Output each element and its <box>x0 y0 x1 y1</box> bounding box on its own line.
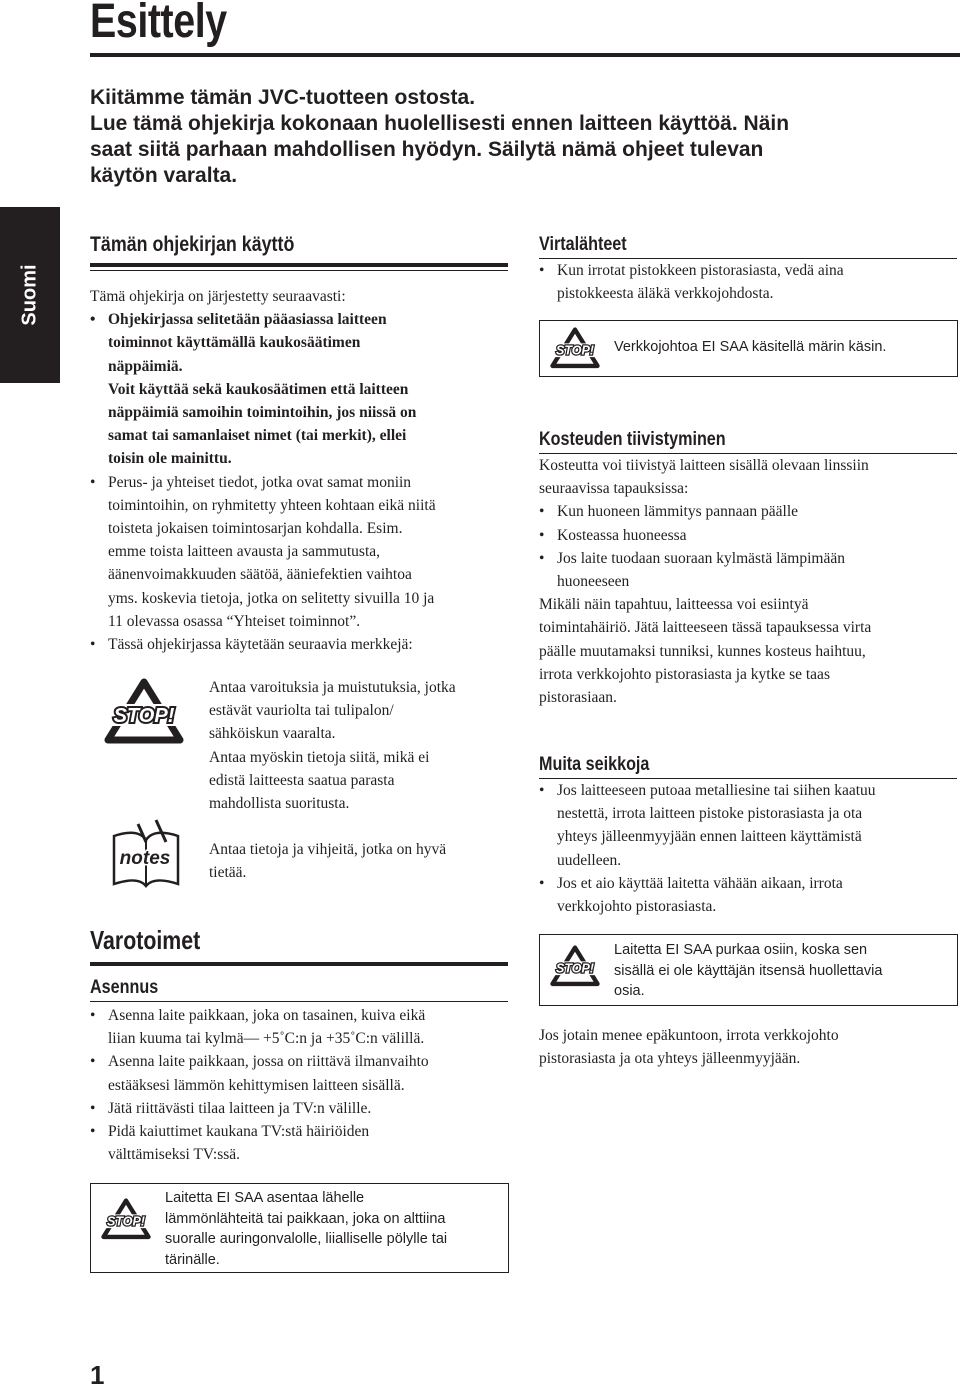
stop-icon <box>550 327 600 371</box>
precautions-rule <box>90 962 508 966</box>
usage-lead: Tämä ohjekirja on järjestetty seuraavasti: <box>90 288 346 305</box>
other-heading: Muita seikkoja <box>539 754 650 775</box>
usage-heading: Tämän ohjekirjan käyttö <box>90 233 295 256</box>
intro-line: käytön varalta. <box>90 164 238 187</box>
list-item: • Kun irrotat pistokkeen pistorasiasta, vedä aina pistokkeesta äläkä verkkojohdosta. <box>539 262 844 303</box>
svg-text:STOP!: STOP! <box>556 343 594 358</box>
intro-line: Lue tämä ohjekirja kokonaan huolellisesti ennen laitteen käyttöä. Näin <box>90 112 790 135</box>
list-item: • Asenna laite paikkaan, jossa on riittävä ilmanvaihto estääksesi lämmön kehittymisen laitteen sisällä. <box>90 1053 429 1094</box>
installation-rule <box>90 1001 508 1002</box>
usage-bullet-3: • Tässä ohjekirjassa käytetään seuraavia merkkejä: <box>90 636 413 654</box>
stop-icon <box>550 945 600 989</box>
list-item: • Jos laite tuodaan suoraan kylmästä lämpimään huoneeseen <box>539 549 845 591</box>
notes-symbol-description: Antaa tietoja ja vihjeitä, jotka on hyvä tietää. <box>209 841 447 882</box>
power-list <box>539 259 959 305</box>
svg-text:STOP!: STOP! <box>113 705 175 727</box>
power-heading: Virtalähteet <box>539 234 627 255</box>
power-warning-text: Verkkojohtoa EI SAA käsitellä märin käsin. <box>614 339 887 355</box>
list-item: • Jos laitteeseen putoaa metalliesine tai siihen kaatuu nestettä, irrota laitteen pistoke pistorasiasta ja ota yhteys jälleenmyyjään ennen laitteen käyttämistä uudelleen. <box>539 782 876 869</box>
intro-line: Kiitämme tämän JVC-tuotteen ostosta. <box>90 86 476 109</box>
svg-text:STOP!: STOP! <box>107 1214 145 1229</box>
stop-icon <box>104 678 184 748</box>
other-list <box>539 779 959 918</box>
precautions-heading: Varotoimet <box>90 925 201 955</box>
usage-bullet-1: • Ohjekirjassa selitetään pääasiassa laitteen toiminnot käyttämällä kaukosäätimen näppäimiä. Voit käyttää sekä kaukosäätimen että laitteen näppäimiä samoihin toimintoihin, jos niissä on samat tai samanlaiset nimet (tai merkit), ellei toisin ole mainittu. <box>90 311 417 468</box>
closing-text: Jos jotain menee epäkuntoon, irrota verkkojohto pistorasiasta ja ota yhteys jälleenmyyjään. <box>539 1027 839 1068</box>
svg-text:notes: notes <box>119 848 171 869</box>
list-item: • Asenna laite paikkaan, joka on tasainen, kuiva eikä liian kuuma tai kylmä— +5˚C:n ja +35˚C:n välillä. <box>90 1007 426 1048</box>
title-rule <box>90 53 960 57</box>
power-warning-box <box>539 320 958 377</box>
language-tab <box>0 207 60 383</box>
list-item: • Jos et aio käyttää laitetta vähään aikaan, irrota verkkojohto pistorasiasta. <box>539 874 843 916</box>
page-title: Esittely <box>90 0 227 48</box>
list-item: • Pidä kaiuttimet kaukana TV:stä häiriöiden välttämiseksi TV:ssä. <box>90 1123 370 1164</box>
other-warning-box <box>539 934 958 1006</box>
list-item: • Kosteassa huoneessa <box>539 526 687 544</box>
list-item: • Kun huoneen lämmitys pannaan päälle <box>539 503 799 521</box>
usage-heading-rule-thin <box>90 270 508 271</box>
intro-text <box>90 85 870 189</box>
language-tab-label: Suomi <box>18 264 41 326</box>
other-warning-text: Laitetta EI SAA purkaa osiin, koska sen sisällä ei ole käyttäjän itsensä huollettavia osia. <box>614 942 883 999</box>
usage-heading-rule <box>90 263 508 267</box>
usage-bullet-2: • Perus- ja yhteiset tiedot, jotka ovat samat moniin toimintoihin, on ryhmitetty yhteen kohtaan eikä niitä toisteta jokaisen toimintosarjan kohdalla. Esim. emme toista laitteen avausta ja sammutusta, äänenvoimakkuuden säätöä, ääniefektien vaihtoa yms. koskevia tietoja, jotka on selitetty sivuilla 10 ja 11 olevassa osassa “Yhteiset toiminnot”. <box>90 473 436 630</box>
notes-icon <box>108 816 184 890</box>
installation-heading: Asennus <box>90 977 159 998</box>
installation-list <box>90 1004 510 1166</box>
installation-warning-box <box>90 1183 509 1273</box>
page-number: 1 <box>90 1360 105 1390</box>
stop-symbol-description: Antaa varoituksia ja muistutuksia, jotka estävät vauriolta tai tulipalon/ sähköiskun vaaralta. Antaa myöskin tietoja siitä, mikä ei edistä laitteesta saatua parasta mahdollista suoritusta. <box>209 679 456 813</box>
svg-text:STOP!: STOP! <box>556 961 594 976</box>
list-item: • Jätä riittävästi tilaa laitteen ja TV:n välille. <box>90 1099 372 1117</box>
condensation-heading: Kosteuden tiivistyminen <box>539 429 726 450</box>
stop-icon <box>101 1198 151 1242</box>
intro-line: saat siitä parhaan mahdollisen hyödyn. Säilytä nämä ohjeet tulevan <box>90 138 764 161</box>
installation-warning-text: Laitetta EI SAA asentaa lähelle lämmönlähteitä tai paikkaan, joka on alttiina suoralle auringonvalolle, liialliselle pölylle tai tärinälle. <box>165 1190 448 1268</box>
usage-body <box>90 285 510 656</box>
condensation-body: Kosteutta voi tiivistyä laitteen sisällä olevaan linssiin seuraavissa tapauksissa: • Kun huoneen lämmitys pannaan päälle • Kosteassa huoneessa • Jos laite tuodaan suoraan kylmästä lämpimään huoneeseen Mikäli näin tapahtuu, laitteessa voi esiintyä toimintahäiriö. Jätä laitteeseen tässä tapauksessa virta päälle muutamaksi tunniksi, kunnes kosteus haihtuu, irrota verkkojohto pistorasiasta ja kytke se taas pistorasiaan. <box>539 454 959 709</box>
